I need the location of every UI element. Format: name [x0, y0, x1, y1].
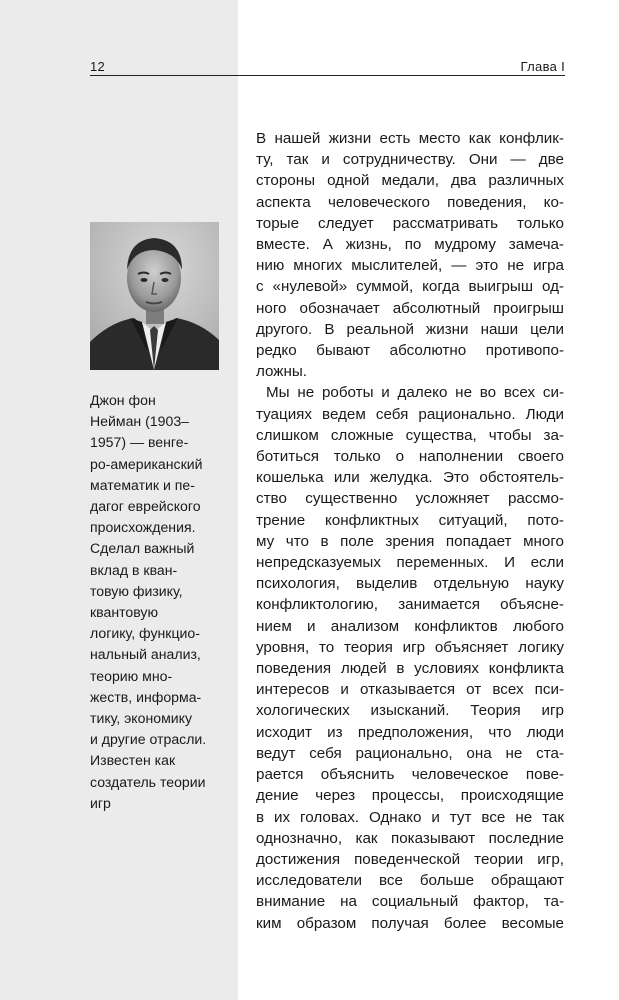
body-line: дение через процессы, происходящие [256, 787, 564, 805]
body-line: поведения людей в условиях конфликта [256, 660, 564, 678]
caption-line: Джон фон [90, 392, 156, 408]
body-line: ведут себя рационально, она не ста- [256, 744, 564, 762]
body-line: достижения поведенческой теории игр, [256, 850, 564, 868]
body-line: с «нулевой» суммой, когда выигрыш од- [256, 278, 564, 296]
caption-line: теорию мно- [90, 667, 173, 684]
body-line: конфликтологию, занимается объясне- [256, 596, 564, 614]
caption-line: ро-американский [90, 455, 203, 472]
portrait-illustration [90, 222, 219, 370]
caption-line: игр [90, 794, 111, 811]
body-line: психология, выделив отдельную науку [256, 575, 564, 593]
body-line: вместе. А жизнь, по мудрому замеча- [256, 236, 564, 254]
caption-line: жеств, информа- [90, 688, 202, 705]
body-line: аспекта человеческого поведения, ко- [256, 193, 564, 211]
body-line: исходит из предположения, что люди [256, 723, 564, 741]
caption-line: нальный анализ, [90, 646, 201, 663]
portrait-photo [90, 222, 219, 370]
body-line: хологических изысканий. Теория игр [256, 702, 564, 720]
page-number: 12 [90, 59, 106, 74]
body-line: однозначно, как показывают последние [256, 829, 564, 847]
body-line: ботиться только о наполнении своего [256, 448, 564, 466]
caption-line: товую физику, [90, 582, 183, 599]
body-line: внимание на социальный фактор, та- [256, 893, 564, 911]
body-line: кошелька или желудка. Это обстоятель- [256, 469, 564, 487]
body-line: ким образом получая более весомые [256, 914, 564, 932]
body-line: ство существенно усложняет рассмо- [256, 490, 564, 508]
chapter-title: Глава I [520, 59, 565, 74]
caption-line: вклад в кван- [90, 561, 178, 578]
header-rule [90, 75, 565, 76]
body-line: торые следует рассматривать только [256, 214, 564, 232]
body-line: туациях ведем себя рационально. Люди [256, 405, 564, 423]
body-line: нию многих мыслителей, — это не игра [256, 257, 564, 275]
body-line: интересов и отказывается от всех пси- [256, 681, 564, 699]
body-line: редко бывают абсолютно противопо- [256, 342, 564, 360]
caption-line: создатель теории [90, 773, 206, 790]
caption-line: дагог еврейского [90, 498, 201, 515]
body-line: трение конфликтных ситуаций, пото- [256, 511, 564, 529]
running-head [90, 57, 565, 77]
caption-line: математик и пе- [90, 476, 195, 493]
caption-line: 1957) — венге- [90, 434, 189, 451]
body-line: ту, так и сотрудничеству. Они — две [256, 151, 564, 169]
body-line: нием и анализом конфликтов любого [256, 617, 564, 635]
body-line: исследователи все больше обращают [256, 872, 564, 890]
caption-line: Нейман (1903– [90, 413, 190, 430]
caption-line: логику, функцио- [90, 625, 200, 642]
body-line: непредсказуемых переменных. И если [256, 554, 564, 572]
caption-line: тику, экономику [90, 710, 193, 727]
body-line: другого. В реальной жизни наши цели [256, 320, 564, 338]
body-line: ложны. [256, 363, 307, 381]
body-line: му что в поле зрения попадает много [256, 532, 564, 550]
caption-line: и другие отрасли. [90, 731, 207, 748]
body-line: В нашей жизни есть место как конфлик- [256, 130, 564, 147]
body-line: слишком сложные существа, чтобы за- [256, 426, 564, 444]
body-line: стороны одной медали, два различных [256, 172, 564, 190]
portrait-caption [90, 390, 228, 814]
caption-line: квантовую [90, 604, 159, 621]
body-line: уровня, то теория игр объясняет логику [256, 638, 564, 656]
body-line: Мы не роботы и далеко не во всех си- [266, 384, 564, 402]
caption-line: Сделал важный [90, 540, 195, 557]
body-line: в их головах. Однако и тут все не так [256, 808, 564, 826]
caption-line: происхождения. [90, 519, 196, 536]
caption-line: Известен как [90, 752, 176, 769]
body-text [256, 128, 564, 934]
body-line: рается объяснить человеческое пове- [256, 766, 564, 784]
body-line: ного обозначает абсолютный проигрыш [256, 299, 564, 317]
